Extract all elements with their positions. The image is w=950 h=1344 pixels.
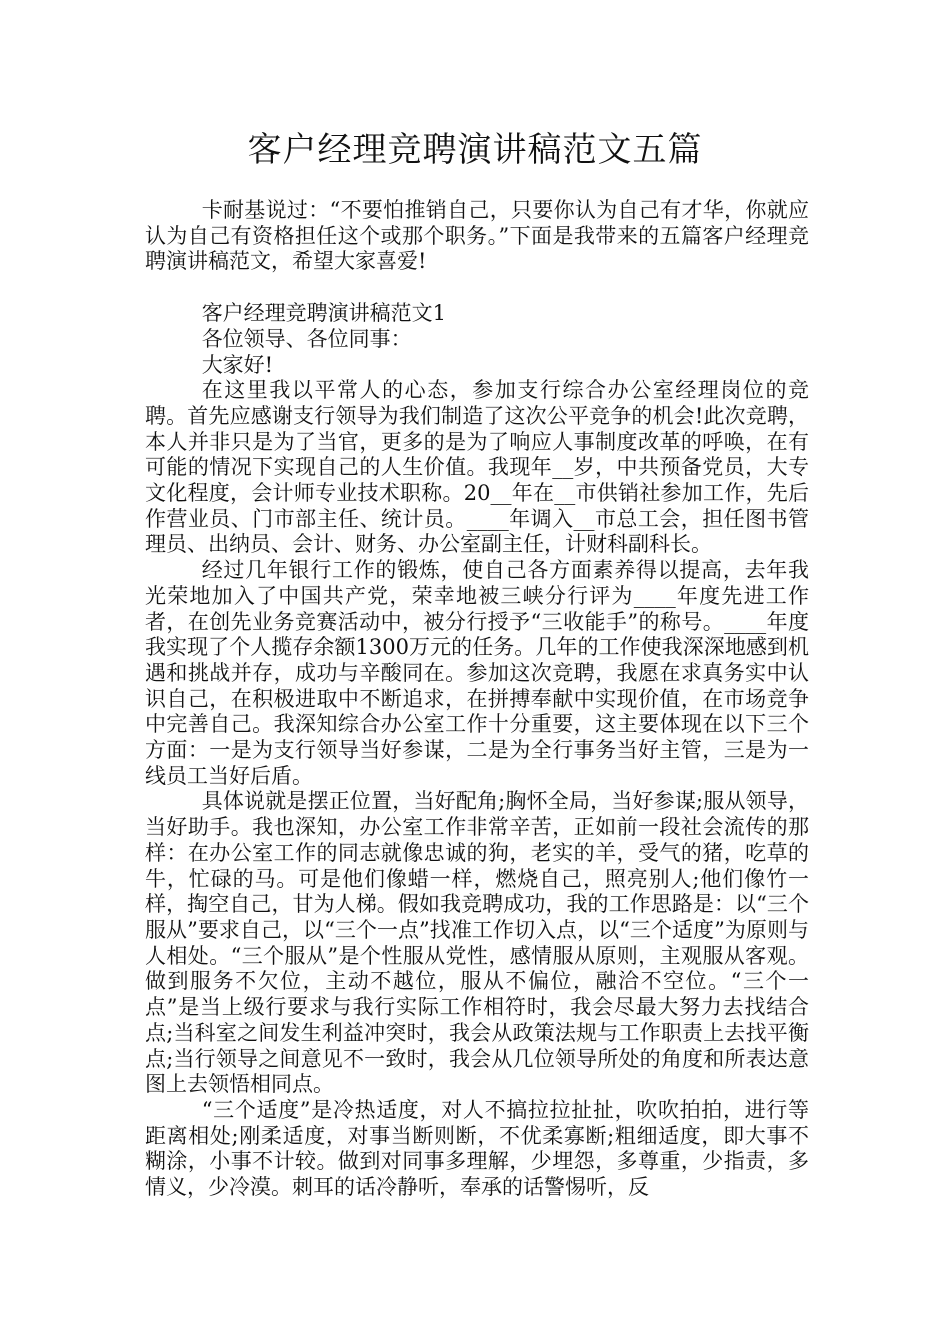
intro-paragraph: 卡耐基说过：“不要怕推销自己，只要你认为自己有才华，你就应认为自己有资格担任这个或那个职务。”下面是我带来的五篇客户经理竞聘演讲稿范文，希望大家喜爱! <box>145 198 809 274</box>
section-heading: 客户经理竞聘演讲稿范文1 <box>201 301 447 326</box>
greeting: 大家好! <box>201 352 274 377</box>
body-paragraph: 具体说就是摆正位置，当好配角;胸怀全局，当好参谋;服从领导，当好助手。我也深知，办公室工作非常辛苦，正如前一段社会流传的那样：在办公室工作的同志就像忠诚的狗，老实的羊，受气的猪，吃草的牛，忙碌的马。可是他们像蜡一样，燃烧自己，照亮别人;他们像竹一样，掏空自己，甘为人梯。假如我竞聘成功，我的工作思路是：以“三个服从”要求自己，以“三个一点”找准工作切入点，以“三个适度”为原则与人相处。“三个服从”是个性服从党性，感情服从原则，主观服从客观。做到服务不欠位，主动不越位，服从不偏位，融洽不空位。“三个一点”是当上级行要求与我行实际工作相符时，我会尽最大努力去找结合点;当科室之间发生利益冲突时，我会从政策法规与工作职责上去找平衡点;当行领导之间意见不一致时，我会从几位领导所处的角度和所表达意图上去领悟相同点。 <box>145 789 809 1097</box>
body-paragraph: “三个适度”是冷热适度，对人不搞拉拉扯扯，吹吹拍拍，进行等距离相处;刚柔适度，对事当断则断，不优柔寡断;粗细适度，即大事不糊涂，小事不计较。做到对同事多理解，少埋怨，多尊重，少指责，多情义，少冷漠。刺耳的话冷静听，奉承的话警惕听，反 <box>145 1097 809 1200</box>
salutation: 各位领导、各位同事： <box>201 326 412 351</box>
body-paragraph: 在这里我以平常人的心态，参加支行综合办公室经理岗位的竞聘。首先应感谢支行领导为我们制造了这次公平竞争的机会!此次竞聘，本人并非只是为了当官，更多的是为了响应人事制度改革的呼唤，在有可能的情况下实现自己的人生价值。我现年__岁，中共预备党员，大专文化程度，会计师专业技术职称。20__年在__市供销社参加工作，先后作营业员、门市部主任、统计员。____年调入__市总工会，担任图书管理员、出纳员、会计、财务、办公室副主任，计财科副科长。 <box>145 378 809 557</box>
body-paragraph: 经过几年银行工作的锻炼，使自己各方面素养得以提高，去年我光荣地加入了中国共产党，荣幸地被三峡分行评为____年度先进工作者，在创先业务竞赛活动中，被分行授予“三收能手”的称号。____年度我实现了个人揽存余额1300万元的任务。几年的工作使我深深地感到机遇和挑战并存，成功与辛酸同在。参加这次竞聘，我愿在求真务实中认识自己，在积极进取中不断追求，在拼搏奉献中实现价值，在市场竞争中完善自己。我深知综合办公室工作十分重要，这主要体现在以下三个方面：一是为支行领导当好参谋，二是为全行事务当好主管，三是为一线员工当好后盾。 <box>145 558 809 788</box>
document-body <box>145 198 809 1201</box>
document-title: 客户经理竞聘演讲稿范文五篇 <box>247 130 703 170</box>
